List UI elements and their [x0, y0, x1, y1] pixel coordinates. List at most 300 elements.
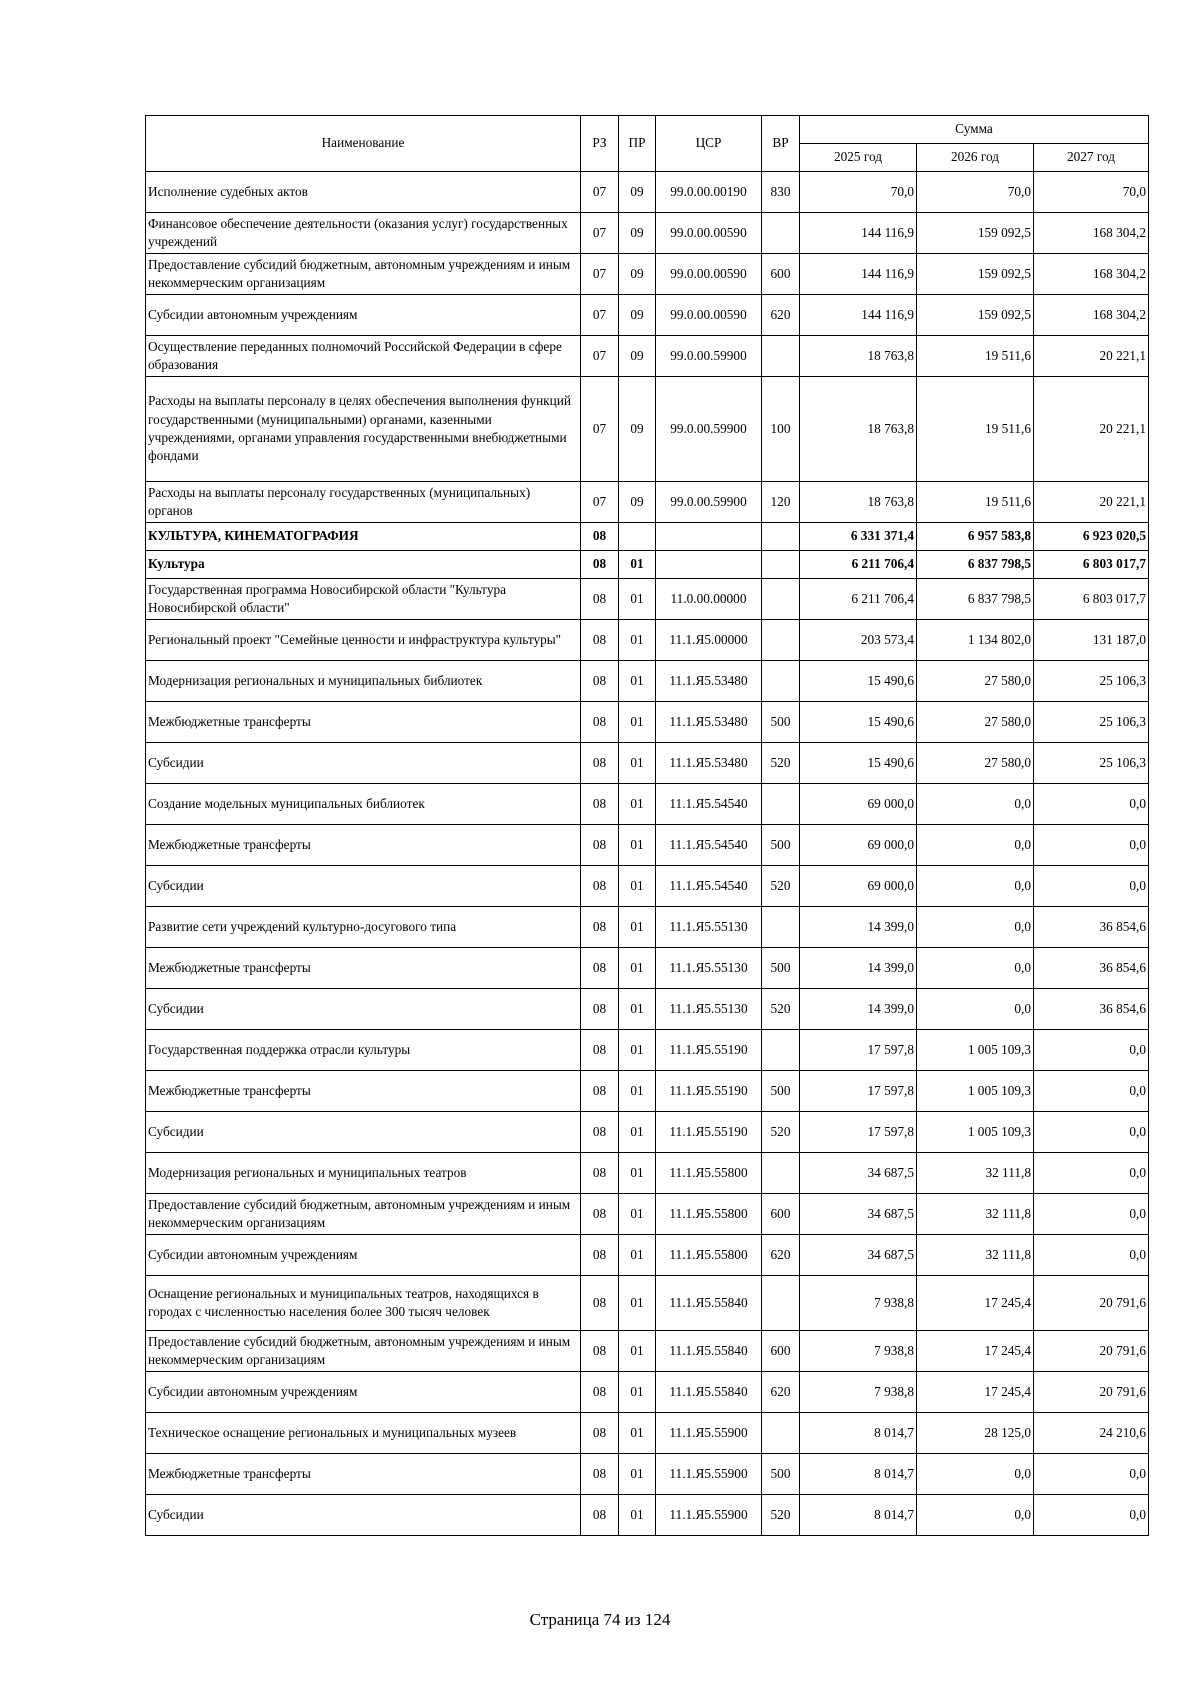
cell-2027: 168 304,2 [1034, 254, 1149, 295]
cell-2025: 144 116,9 [800, 254, 917, 295]
cell-rz: 08 [581, 866, 619, 907]
cell-pr: 09 [619, 336, 656, 377]
cell-2026: 27 580,0 [917, 743, 1034, 784]
cell-2025: 18 763,8 [800, 377, 917, 482]
header-pr: ПР [619, 116, 656, 172]
table-row [146, 254, 1149, 295]
cell-rz: 08 [581, 825, 619, 866]
cell-2026: 19 511,6 [917, 336, 1034, 377]
cell-rz: 07 [581, 213, 619, 254]
cell-2027: 0,0 [1034, 1071, 1149, 1112]
cell-rz: 08 [581, 523, 619, 551]
cell-2026: 32 111,8 [917, 1194, 1034, 1235]
cell-rz: 07 [581, 482, 619, 523]
table-row [146, 1071, 1149, 1112]
cell-vr [762, 1276, 800, 1331]
cell-csr: 11.1.Я5.55190 [656, 1112, 762, 1153]
cell-vr [762, 551, 800, 579]
cell-2027: 168 304,2 [1034, 213, 1149, 254]
cell-2026: 28 125,0 [917, 1413, 1034, 1454]
cell-2025: 8 014,7 [800, 1495, 917, 1536]
cell-name: Межбюджетные трансферты [146, 1071, 581, 1112]
cell-vr [762, 661, 800, 702]
cell-csr: 11.1.Я5.55840 [656, 1372, 762, 1413]
table-row [146, 948, 1149, 989]
table-row [146, 1112, 1149, 1153]
cell-2027: 24 210,6 [1034, 1413, 1149, 1454]
cell-2027: 0,0 [1034, 784, 1149, 825]
cell-2027: 20 221,1 [1034, 482, 1149, 523]
cell-2027: 6 923 020,5 [1034, 523, 1149, 551]
cell-2026: 6 837 798,5 [917, 579, 1034, 620]
cell-2025: 15 490,6 [800, 743, 917, 784]
cell-csr: 11.1.Я5.00000 [656, 620, 762, 661]
cell-2026: 159 092,5 [917, 213, 1034, 254]
cell-2027: 20 791,6 [1034, 1372, 1149, 1413]
table-header [146, 116, 1149, 172]
cell-pr [619, 523, 656, 551]
cell-name: Предоставление субсидий бюджетным, автономным учреждениям и иным некоммерческим организациям [146, 254, 581, 295]
cell-csr: 11.1.Я5.55840 [656, 1276, 762, 1331]
cell-2027: 36 854,6 [1034, 989, 1149, 1030]
cell-pr: 09 [619, 482, 656, 523]
cell-vr: 520 [762, 1112, 800, 1153]
cell-csr: 11.1.Я5.55130 [656, 907, 762, 948]
cell-2026: 19 511,6 [917, 377, 1034, 482]
cell-2026: 32 111,8 [917, 1235, 1034, 1276]
cell-name: Субсидии [146, 989, 581, 1030]
cell-name: Расходы на выплаты персоналу в целях обеспечения выполнения функций государственными (муниципальными) органами, казенными учреждениями, органами управления государственными внебюджетными фондами [146, 377, 581, 482]
cell-pr: 01 [619, 551, 656, 579]
cell-rz: 08 [581, 989, 619, 1030]
cell-pr: 09 [619, 295, 656, 336]
cell-2027: 20 791,6 [1034, 1331, 1149, 1372]
cell-2027: 0,0 [1034, 1030, 1149, 1071]
cell-rz: 08 [581, 661, 619, 702]
cell-rz: 08 [581, 784, 619, 825]
cell-rz: 08 [581, 620, 619, 661]
cell-2025: 15 490,6 [800, 702, 917, 743]
cell-vr: 600 [762, 1331, 800, 1372]
cell-2026: 0,0 [917, 784, 1034, 825]
table-row [146, 1030, 1149, 1071]
table-row [146, 295, 1149, 336]
cell-2025: 7 938,8 [800, 1276, 917, 1331]
cell-2025: 17 597,8 [800, 1030, 917, 1071]
cell-vr [762, 1030, 800, 1071]
cell-2026: 70,0 [917, 172, 1034, 213]
cell-vr: 520 [762, 743, 800, 784]
cell-2027: 0,0 [1034, 1194, 1149, 1235]
cell-vr: 100 [762, 377, 800, 482]
cell-csr: 11.1.Я5.55900 [656, 1454, 762, 1495]
cell-2027: 0,0 [1034, 1454, 1149, 1495]
cell-vr: 620 [762, 1372, 800, 1413]
cell-rz: 07 [581, 377, 619, 482]
cell-vr: 520 [762, 866, 800, 907]
table-row [146, 1372, 1149, 1413]
cell-2027: 0,0 [1034, 1495, 1149, 1536]
cell-csr: 11.1.Я5.55840 [656, 1331, 762, 1372]
cell-pr: 01 [619, 1030, 656, 1071]
cell-rz: 08 [581, 1235, 619, 1276]
cell-name: Исполнение судебных актов [146, 172, 581, 213]
cell-rz: 08 [581, 1030, 619, 1071]
cell-pr: 01 [619, 1413, 656, 1454]
cell-pr: 09 [619, 254, 656, 295]
cell-2027: 20 221,1 [1034, 377, 1149, 482]
cell-pr: 09 [619, 172, 656, 213]
cell-csr: 99.0.00.59900 [656, 482, 762, 523]
cell-vr [762, 213, 800, 254]
cell-pr: 01 [619, 989, 656, 1030]
cell-name: Субсидии [146, 1495, 581, 1536]
cell-pr: 01 [619, 784, 656, 825]
cell-2027: 25 106,3 [1034, 661, 1149, 702]
cell-name: Финансовое обеспечение деятельности (оказания услуг) государственных учреждений [146, 213, 581, 254]
cell-csr: 11.1.Я5.53480 [656, 702, 762, 743]
cell-vr: 500 [762, 825, 800, 866]
cell-name: Межбюджетные трансферты [146, 1454, 581, 1495]
cell-2027: 25 106,3 [1034, 743, 1149, 784]
cell-vr [762, 620, 800, 661]
cell-name: Межбюджетные трансферты [146, 948, 581, 989]
cell-rz: 08 [581, 551, 619, 579]
cell-vr [762, 784, 800, 825]
cell-name: Осуществление переданных полномочий Российской Федерации в сфере образования [146, 336, 581, 377]
cell-2026: 0,0 [917, 825, 1034, 866]
cell-name: Культура [146, 551, 581, 579]
table-row [146, 482, 1149, 523]
cell-rz: 07 [581, 254, 619, 295]
cell-csr: 11.1.Я5.55190 [656, 1030, 762, 1071]
cell-csr: 99.0.00.59900 [656, 336, 762, 377]
cell-pr: 01 [619, 1153, 656, 1194]
cell-2026: 17 245,4 [917, 1372, 1034, 1413]
table-row [146, 702, 1149, 743]
budget-table [145, 115, 1149, 1536]
cell-2025: 18 763,8 [800, 336, 917, 377]
table-row [146, 551, 1149, 579]
cell-csr: 11.1.Я5.55900 [656, 1413, 762, 1454]
cell-rz: 08 [581, 1331, 619, 1372]
cell-2027: 0,0 [1034, 825, 1149, 866]
cell-2027: 0,0 [1034, 866, 1149, 907]
cell-2026: 6 957 583,8 [917, 523, 1034, 551]
cell-2026: 159 092,5 [917, 254, 1034, 295]
cell-rz: 08 [581, 948, 619, 989]
cell-2027: 168 304,2 [1034, 295, 1149, 336]
cell-2026: 0,0 [917, 1495, 1034, 1536]
cell-pr: 09 [619, 377, 656, 482]
header-year-2026: 2026 год [917, 144, 1034, 172]
cell-name: Оснащение региональных и муниципальных театров, находящихся в городах с численностью населения более 300 тысяч человек [146, 1276, 581, 1331]
table-row [146, 620, 1149, 661]
cell-2025: 8 014,7 [800, 1454, 917, 1495]
header-year-2025: 2025 год [800, 144, 917, 172]
cell-2025: 6 211 706,4 [800, 551, 917, 579]
cell-rz: 07 [581, 172, 619, 213]
cell-2026: 1 005 109,3 [917, 1071, 1034, 1112]
cell-csr: 11.1.Я5.53480 [656, 661, 762, 702]
cell-vr: 500 [762, 702, 800, 743]
table-row [146, 523, 1149, 551]
cell-csr [656, 523, 762, 551]
cell-pr: 01 [619, 1194, 656, 1235]
cell-2025: 14 399,0 [800, 907, 917, 948]
cell-2026: 0,0 [917, 948, 1034, 989]
cell-vr [762, 579, 800, 620]
table-row [146, 989, 1149, 1030]
cell-2027: 0,0 [1034, 1112, 1149, 1153]
cell-rz: 08 [581, 579, 619, 620]
cell-pr: 01 [619, 1372, 656, 1413]
cell-2025: 17 597,8 [800, 1112, 917, 1153]
cell-2025: 34 687,5 [800, 1235, 917, 1276]
cell-2027: 6 803 017,7 [1034, 551, 1149, 579]
cell-vr [762, 523, 800, 551]
table-row [146, 1153, 1149, 1194]
cell-2027: 131 187,0 [1034, 620, 1149, 661]
table-body [146, 172, 1149, 1536]
cell-2027: 0,0 [1034, 1153, 1149, 1194]
cell-name: Межбюджетные трансферты [146, 702, 581, 743]
cell-csr: 11.1.Я5.54540 [656, 866, 762, 907]
cell-2025: 14 399,0 [800, 948, 917, 989]
cell-2027: 70,0 [1034, 172, 1149, 213]
table-row [146, 336, 1149, 377]
cell-2026: 1 005 109,3 [917, 1030, 1034, 1071]
cell-vr: 620 [762, 1235, 800, 1276]
cell-rz: 08 [581, 1112, 619, 1153]
cell-name: Модернизация региональных и муниципальных библиотек [146, 661, 581, 702]
cell-2025: 144 116,9 [800, 213, 917, 254]
cell-name: Субсидии автономным учреждениям [146, 295, 581, 336]
cell-2026: 27 580,0 [917, 661, 1034, 702]
cell-2025: 14 399,0 [800, 989, 917, 1030]
cell-csr: 11.1.Я5.54540 [656, 825, 762, 866]
cell-vr: 600 [762, 1194, 800, 1235]
cell-csr: 11.1.Я5.55900 [656, 1495, 762, 1536]
cell-name: Межбюджетные трансферты [146, 825, 581, 866]
budget-table-container [145, 115, 1148, 1536]
cell-csr: 11.0.00.00000 [656, 579, 762, 620]
table-row [146, 1413, 1149, 1454]
cell-2025: 69 000,0 [800, 866, 917, 907]
cell-rz: 08 [581, 1153, 619, 1194]
cell-vr: 830 [762, 172, 800, 213]
cell-2027: 0,0 [1034, 1235, 1149, 1276]
cell-csr: 11.1.Я5.54540 [656, 784, 762, 825]
cell-vr: 520 [762, 1495, 800, 1536]
cell-2025: 18 763,8 [800, 482, 917, 523]
cell-2025: 15 490,6 [800, 661, 917, 702]
cell-name: Субсидии автономным учреждениям [146, 1235, 581, 1276]
cell-pr: 01 [619, 1331, 656, 1372]
table-row [146, 172, 1149, 213]
cell-name: Региональный проект "Семейные ценности и инфраструктура культуры" [146, 620, 581, 661]
cell-2025: 34 687,5 [800, 1153, 917, 1194]
cell-2026: 27 580,0 [917, 702, 1034, 743]
cell-name: Предоставление субсидий бюджетным, автономным учреждениям и иным некоммерческим организациям [146, 1331, 581, 1372]
cell-2026: 6 837 798,5 [917, 551, 1034, 579]
cell-pr: 01 [619, 620, 656, 661]
cell-name: Техническое оснащение региональных и муниципальных музеев [146, 1413, 581, 1454]
cell-vr [762, 336, 800, 377]
header-csr: ЦСР [656, 116, 762, 172]
cell-2026: 0,0 [917, 866, 1034, 907]
table-row [146, 743, 1149, 784]
cell-rz: 08 [581, 907, 619, 948]
table-row [146, 866, 1149, 907]
cell-name: Субсидии [146, 743, 581, 784]
cell-2027: 6 803 017,7 [1034, 579, 1149, 620]
cell-2026: 32 111,8 [917, 1153, 1034, 1194]
cell-vr: 600 [762, 254, 800, 295]
cell-name: Модернизация региональных и муниципальных театров [146, 1153, 581, 1194]
cell-2026: 159 092,5 [917, 295, 1034, 336]
cell-name: Развитие сети учреждений культурно-досугового типа [146, 907, 581, 948]
header-year-2027: 2027 год [1034, 144, 1149, 172]
cell-name: Субсидии [146, 866, 581, 907]
cell-2025: 7 938,8 [800, 1372, 917, 1413]
cell-name: Субсидии автономным учреждениям [146, 1372, 581, 1413]
table-row [146, 907, 1149, 948]
table-row [146, 1331, 1149, 1372]
cell-pr: 01 [619, 702, 656, 743]
cell-csr: 99.0.00.00190 [656, 172, 762, 213]
cell-csr: 11.1.Я5.55800 [656, 1153, 762, 1194]
cell-2025: 8 014,7 [800, 1413, 917, 1454]
cell-rz: 08 [581, 1372, 619, 1413]
cell-rz: 08 [581, 1071, 619, 1112]
cell-rz: 08 [581, 1495, 619, 1536]
cell-2026: 1 134 802,0 [917, 620, 1034, 661]
table-row [146, 661, 1149, 702]
cell-rz: 08 [581, 743, 619, 784]
page-number: Страница 74 из 124 [529, 1610, 671, 1629]
cell-2025: 17 597,8 [800, 1071, 917, 1112]
cell-csr [656, 551, 762, 579]
cell-2025: 69 000,0 [800, 825, 917, 866]
cell-2025: 70,0 [800, 172, 917, 213]
cell-vr: 120 [762, 482, 800, 523]
cell-vr [762, 1413, 800, 1454]
cell-csr: 11.1.Я5.53480 [656, 743, 762, 784]
header-vr: ВР [762, 116, 800, 172]
cell-pr: 01 [619, 579, 656, 620]
table-row [146, 784, 1149, 825]
header-rz: РЗ [581, 116, 619, 172]
cell-pr: 01 [619, 743, 656, 784]
cell-rz: 08 [581, 1454, 619, 1495]
cell-rz: 08 [581, 1413, 619, 1454]
cell-csr: 11.1.Я5.55190 [656, 1071, 762, 1112]
table-row [146, 377, 1149, 482]
cell-pr: 01 [619, 1495, 656, 1536]
cell-rz: 08 [581, 1276, 619, 1331]
cell-pr: 01 [619, 907, 656, 948]
cell-2026: 19 511,6 [917, 482, 1034, 523]
cell-name: Создание модельных муниципальных библиотек [146, 784, 581, 825]
table-row [146, 1495, 1149, 1536]
table-row [146, 1454, 1149, 1495]
cell-vr: 500 [762, 1071, 800, 1112]
cell-pr: 01 [619, 661, 656, 702]
cell-name: Предоставление субсидий бюджетным, автономным учреждениям и иным некоммерческим организациям [146, 1194, 581, 1235]
cell-2026: 17 245,4 [917, 1331, 1034, 1372]
cell-2027: 20 791,6 [1034, 1276, 1149, 1331]
cell-name: Расходы на выплаты персоналу государственных (муниципальных) органов [146, 482, 581, 523]
cell-csr: 11.1.Я5.55130 [656, 989, 762, 1030]
cell-2025: 144 116,9 [800, 295, 917, 336]
cell-rz: 08 [581, 1194, 619, 1235]
cell-2026: 0,0 [917, 1454, 1034, 1495]
cell-vr: 500 [762, 948, 800, 989]
cell-vr: 520 [762, 989, 800, 1030]
header-sum: Сумма [800, 116, 1149, 144]
cell-vr [762, 1153, 800, 1194]
cell-2025: 6 331 371,4 [800, 523, 917, 551]
cell-vr [762, 907, 800, 948]
cell-pr: 09 [619, 213, 656, 254]
cell-2026: 17 245,4 [917, 1276, 1034, 1331]
cell-2027: 20 221,1 [1034, 336, 1149, 377]
table-row [146, 1276, 1149, 1331]
cell-csr: 11.1.Я5.55130 [656, 948, 762, 989]
cell-2027: 25 106,3 [1034, 702, 1149, 743]
cell-pr: 01 [619, 1276, 656, 1331]
table-row [146, 579, 1149, 620]
cell-pr: 01 [619, 1071, 656, 1112]
cell-pr: 01 [619, 825, 656, 866]
cell-csr: 11.1.Я5.55800 [656, 1194, 762, 1235]
cell-vr: 620 [762, 295, 800, 336]
cell-pr: 01 [619, 1235, 656, 1276]
cell-csr: 99.0.00.00590 [656, 213, 762, 254]
cell-2025: 69 000,0 [800, 784, 917, 825]
cell-csr: 99.0.00.59900 [656, 377, 762, 482]
cell-2027: 36 854,6 [1034, 948, 1149, 989]
cell-name: Субсидии [146, 1112, 581, 1153]
cell-name: КУЛЬТУРА, КИНЕМАТОГРАФИЯ [146, 523, 581, 551]
cell-pr: 01 [619, 866, 656, 907]
cell-vr: 500 [762, 1454, 800, 1495]
cell-2026: 0,0 [917, 989, 1034, 1030]
cell-rz: 08 [581, 702, 619, 743]
cell-rz: 07 [581, 336, 619, 377]
cell-pr: 01 [619, 1454, 656, 1495]
header-name: Наименование [146, 116, 581, 172]
cell-csr: 11.1.Я5.55800 [656, 1235, 762, 1276]
cell-2025: 6 211 706,4 [800, 579, 917, 620]
table-row [146, 825, 1149, 866]
table-row [146, 1235, 1149, 1276]
cell-2025: 34 687,5 [800, 1194, 917, 1235]
cell-csr: 99.0.00.00590 [656, 295, 762, 336]
cell-pr: 01 [619, 1112, 656, 1153]
cell-2025: 7 938,8 [800, 1331, 917, 1372]
cell-2026: 1 005 109,3 [917, 1112, 1034, 1153]
cell-pr: 01 [619, 948, 656, 989]
cell-2027: 36 854,6 [1034, 907, 1149, 948]
cell-csr: 99.0.00.00590 [656, 254, 762, 295]
table-row [146, 213, 1149, 254]
cell-rz: 07 [581, 295, 619, 336]
cell-2026: 0,0 [917, 907, 1034, 948]
table-row [146, 1194, 1149, 1235]
cell-name: Государственная программа Новосибирской области "Культура Новосибирской области" [146, 579, 581, 620]
